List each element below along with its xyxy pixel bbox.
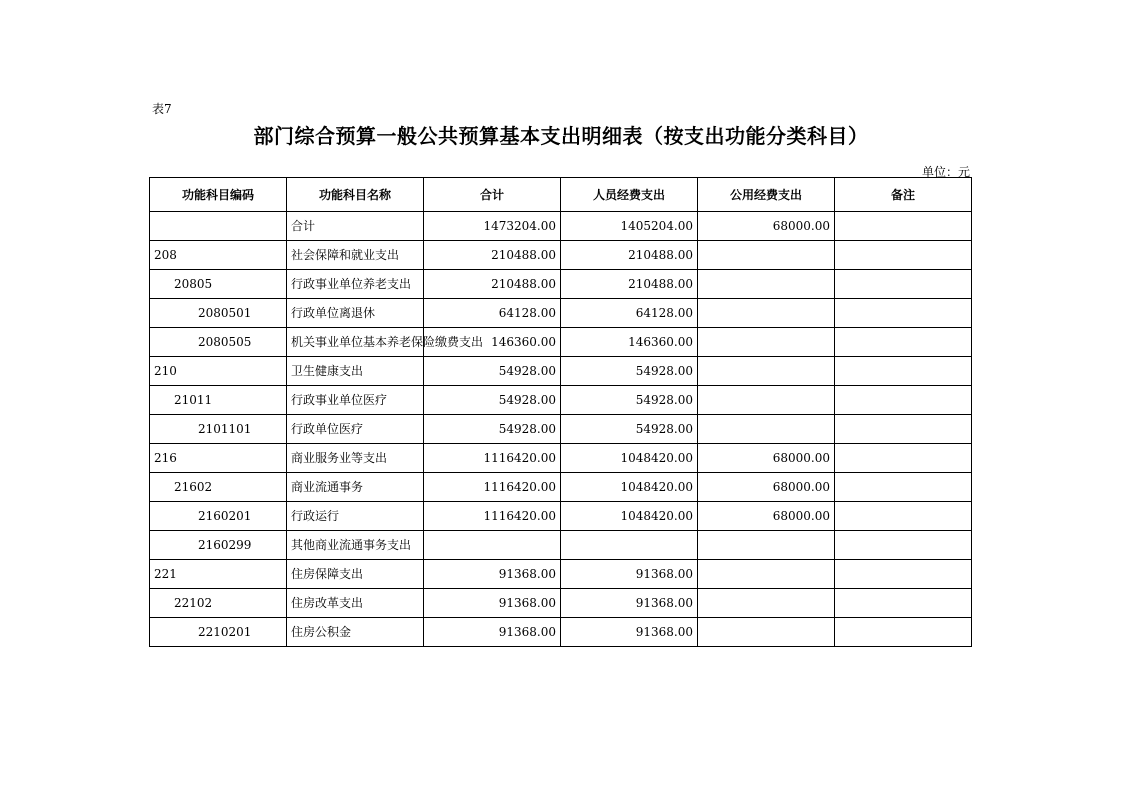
cell-note bbox=[835, 299, 972, 328]
cell-name: 行政单位医疗 bbox=[287, 415, 424, 444]
table-row bbox=[150, 241, 972, 270]
table-row bbox=[150, 357, 972, 386]
budget-table bbox=[149, 177, 972, 647]
cell-personnel: 1048420.00 bbox=[561, 444, 698, 473]
cell-public bbox=[698, 241, 835, 270]
column-header-name: 功能科目名称 bbox=[287, 178, 424, 212]
cell-public bbox=[698, 560, 835, 589]
cell-code: 21011 bbox=[150, 386, 287, 415]
cell-public bbox=[698, 270, 835, 299]
cell-total bbox=[424, 531, 561, 560]
cell-code: 21602 bbox=[150, 473, 287, 502]
cell-personnel: 91368.00 bbox=[561, 618, 698, 647]
cell-total: 210488.00 bbox=[424, 270, 561, 299]
cell-total: 91368.00 bbox=[424, 618, 561, 647]
cell-personnel: 210488.00 bbox=[561, 241, 698, 270]
cell-total: 1116420.00 bbox=[424, 502, 561, 531]
cell-total: 146360.00 bbox=[424, 328, 561, 357]
cell-personnel: 91368.00 bbox=[561, 589, 698, 618]
cell-note bbox=[835, 328, 972, 357]
cell-code: 2210201 bbox=[150, 618, 287, 647]
cell-public bbox=[698, 299, 835, 328]
cell-personnel: 64128.00 bbox=[561, 299, 698, 328]
cell-name: 行政事业单位养老支出 bbox=[287, 270, 424, 299]
table-row bbox=[150, 212, 972, 241]
column-header-public: 公用经费支出 bbox=[698, 178, 835, 212]
cell-code bbox=[150, 212, 287, 241]
cell-total: 1473204.00 bbox=[424, 212, 561, 241]
cell-total: 210488.00 bbox=[424, 241, 561, 270]
cell-total: 91368.00 bbox=[424, 560, 561, 589]
cell-note bbox=[835, 618, 972, 647]
cell-name: 住房改革支出 bbox=[287, 589, 424, 618]
cell-note bbox=[835, 212, 972, 241]
table-row bbox=[150, 270, 972, 299]
cell-name: 住房保障支出 bbox=[287, 560, 424, 589]
table-body bbox=[150, 212, 972, 647]
cell-code: 2160299 bbox=[150, 531, 287, 560]
cell-code: 2160201 bbox=[150, 502, 287, 531]
cell-public: 68000.00 bbox=[698, 212, 835, 241]
cell-note bbox=[835, 415, 972, 444]
table-row bbox=[150, 415, 972, 444]
cell-public: 68000.00 bbox=[698, 444, 835, 473]
cell-name: 商业服务业等支出 bbox=[287, 444, 424, 473]
cell-personnel: 210488.00 bbox=[561, 270, 698, 299]
cell-personnel: 91368.00 bbox=[561, 560, 698, 589]
column-header-total: 合计 bbox=[424, 178, 561, 212]
cell-note bbox=[835, 357, 972, 386]
cell-name: 行政运行 bbox=[287, 502, 424, 531]
cell-name: 其他商业流通事务支出 bbox=[287, 531, 424, 560]
cell-note bbox=[835, 270, 972, 299]
cell-note bbox=[835, 589, 972, 618]
cell-note bbox=[835, 241, 972, 270]
cell-personnel: 54928.00 bbox=[561, 357, 698, 386]
cell-personnel: 1048420.00 bbox=[561, 502, 698, 531]
cell-public bbox=[698, 589, 835, 618]
table-row bbox=[150, 531, 972, 560]
cell-note bbox=[835, 444, 972, 473]
column-header-personnel: 人员经费支出 bbox=[561, 178, 698, 212]
cell-name: 住房公积金 bbox=[287, 618, 424, 647]
table-row bbox=[150, 328, 972, 357]
table-row bbox=[150, 386, 972, 415]
cell-code: 208 bbox=[150, 241, 287, 270]
cell-code: 216 bbox=[150, 444, 287, 473]
cell-personnel: 1405204.00 bbox=[561, 212, 698, 241]
cell-code: 22102 bbox=[150, 589, 287, 618]
cell-public bbox=[698, 618, 835, 647]
column-header-note: 备注 bbox=[835, 178, 972, 212]
cell-total: 64128.00 bbox=[424, 299, 561, 328]
cell-note bbox=[835, 386, 972, 415]
cell-personnel: 1048420.00 bbox=[561, 473, 698, 502]
cell-total: 54928.00 bbox=[424, 386, 561, 415]
page-title: 部门综合预算一般公共预算基本支出明细表（按支出功能分类科目） bbox=[253, 124, 869, 148]
table-row bbox=[150, 299, 972, 328]
cell-personnel: 146360.00 bbox=[561, 328, 698, 357]
cell-name: 机关事业单位基本养老保险缴费支出 bbox=[287, 328, 424, 357]
cell-personnel: 54928.00 bbox=[561, 386, 698, 415]
cell-total: 91368.00 bbox=[424, 589, 561, 618]
cell-public bbox=[698, 415, 835, 444]
table-number-label: 表7 bbox=[152, 102, 172, 116]
cell-name: 卫生健康支出 bbox=[287, 357, 424, 386]
cell-name: 行政事业单位医疗 bbox=[287, 386, 424, 415]
cell-public bbox=[698, 531, 835, 560]
cell-code: 2080505 bbox=[150, 328, 287, 357]
cell-code: 210 bbox=[150, 357, 287, 386]
cell-public: 68000.00 bbox=[698, 473, 835, 502]
cell-personnel bbox=[561, 531, 698, 560]
table-row bbox=[150, 473, 972, 502]
cell-note bbox=[835, 473, 972, 502]
table-row bbox=[150, 444, 972, 473]
cell-total: 54928.00 bbox=[424, 357, 561, 386]
cell-name: 合计 bbox=[287, 212, 424, 241]
cell-code: 2101101 bbox=[150, 415, 287, 444]
cell-public: 68000.00 bbox=[698, 502, 835, 531]
cell-note bbox=[835, 560, 972, 589]
table-row bbox=[150, 589, 972, 618]
cell-total: 1116420.00 bbox=[424, 444, 561, 473]
cell-total: 1116420.00 bbox=[424, 473, 561, 502]
cell-code: 20805 bbox=[150, 270, 287, 299]
cell-note bbox=[835, 531, 972, 560]
cell-code: 2080501 bbox=[150, 299, 287, 328]
cell-name: 商业流通事务 bbox=[287, 473, 424, 502]
column-header-code: 功能科目编码 bbox=[150, 178, 287, 212]
table-header-row bbox=[150, 178, 972, 212]
table-row bbox=[150, 560, 972, 589]
cell-code: 221 bbox=[150, 560, 287, 589]
cell-total: 54928.00 bbox=[424, 415, 561, 444]
table-row bbox=[150, 502, 972, 531]
unit-label: 单位：元 bbox=[921, 165, 970, 179]
cell-public bbox=[698, 357, 835, 386]
cell-personnel: 54928.00 bbox=[561, 415, 698, 444]
cell-public bbox=[698, 328, 835, 357]
cell-name: 社会保障和就业支出 bbox=[287, 241, 424, 270]
cell-note bbox=[835, 502, 972, 531]
cell-public bbox=[698, 386, 835, 415]
table-row bbox=[150, 618, 972, 647]
cell-name: 行政单位离退休 bbox=[287, 299, 424, 328]
